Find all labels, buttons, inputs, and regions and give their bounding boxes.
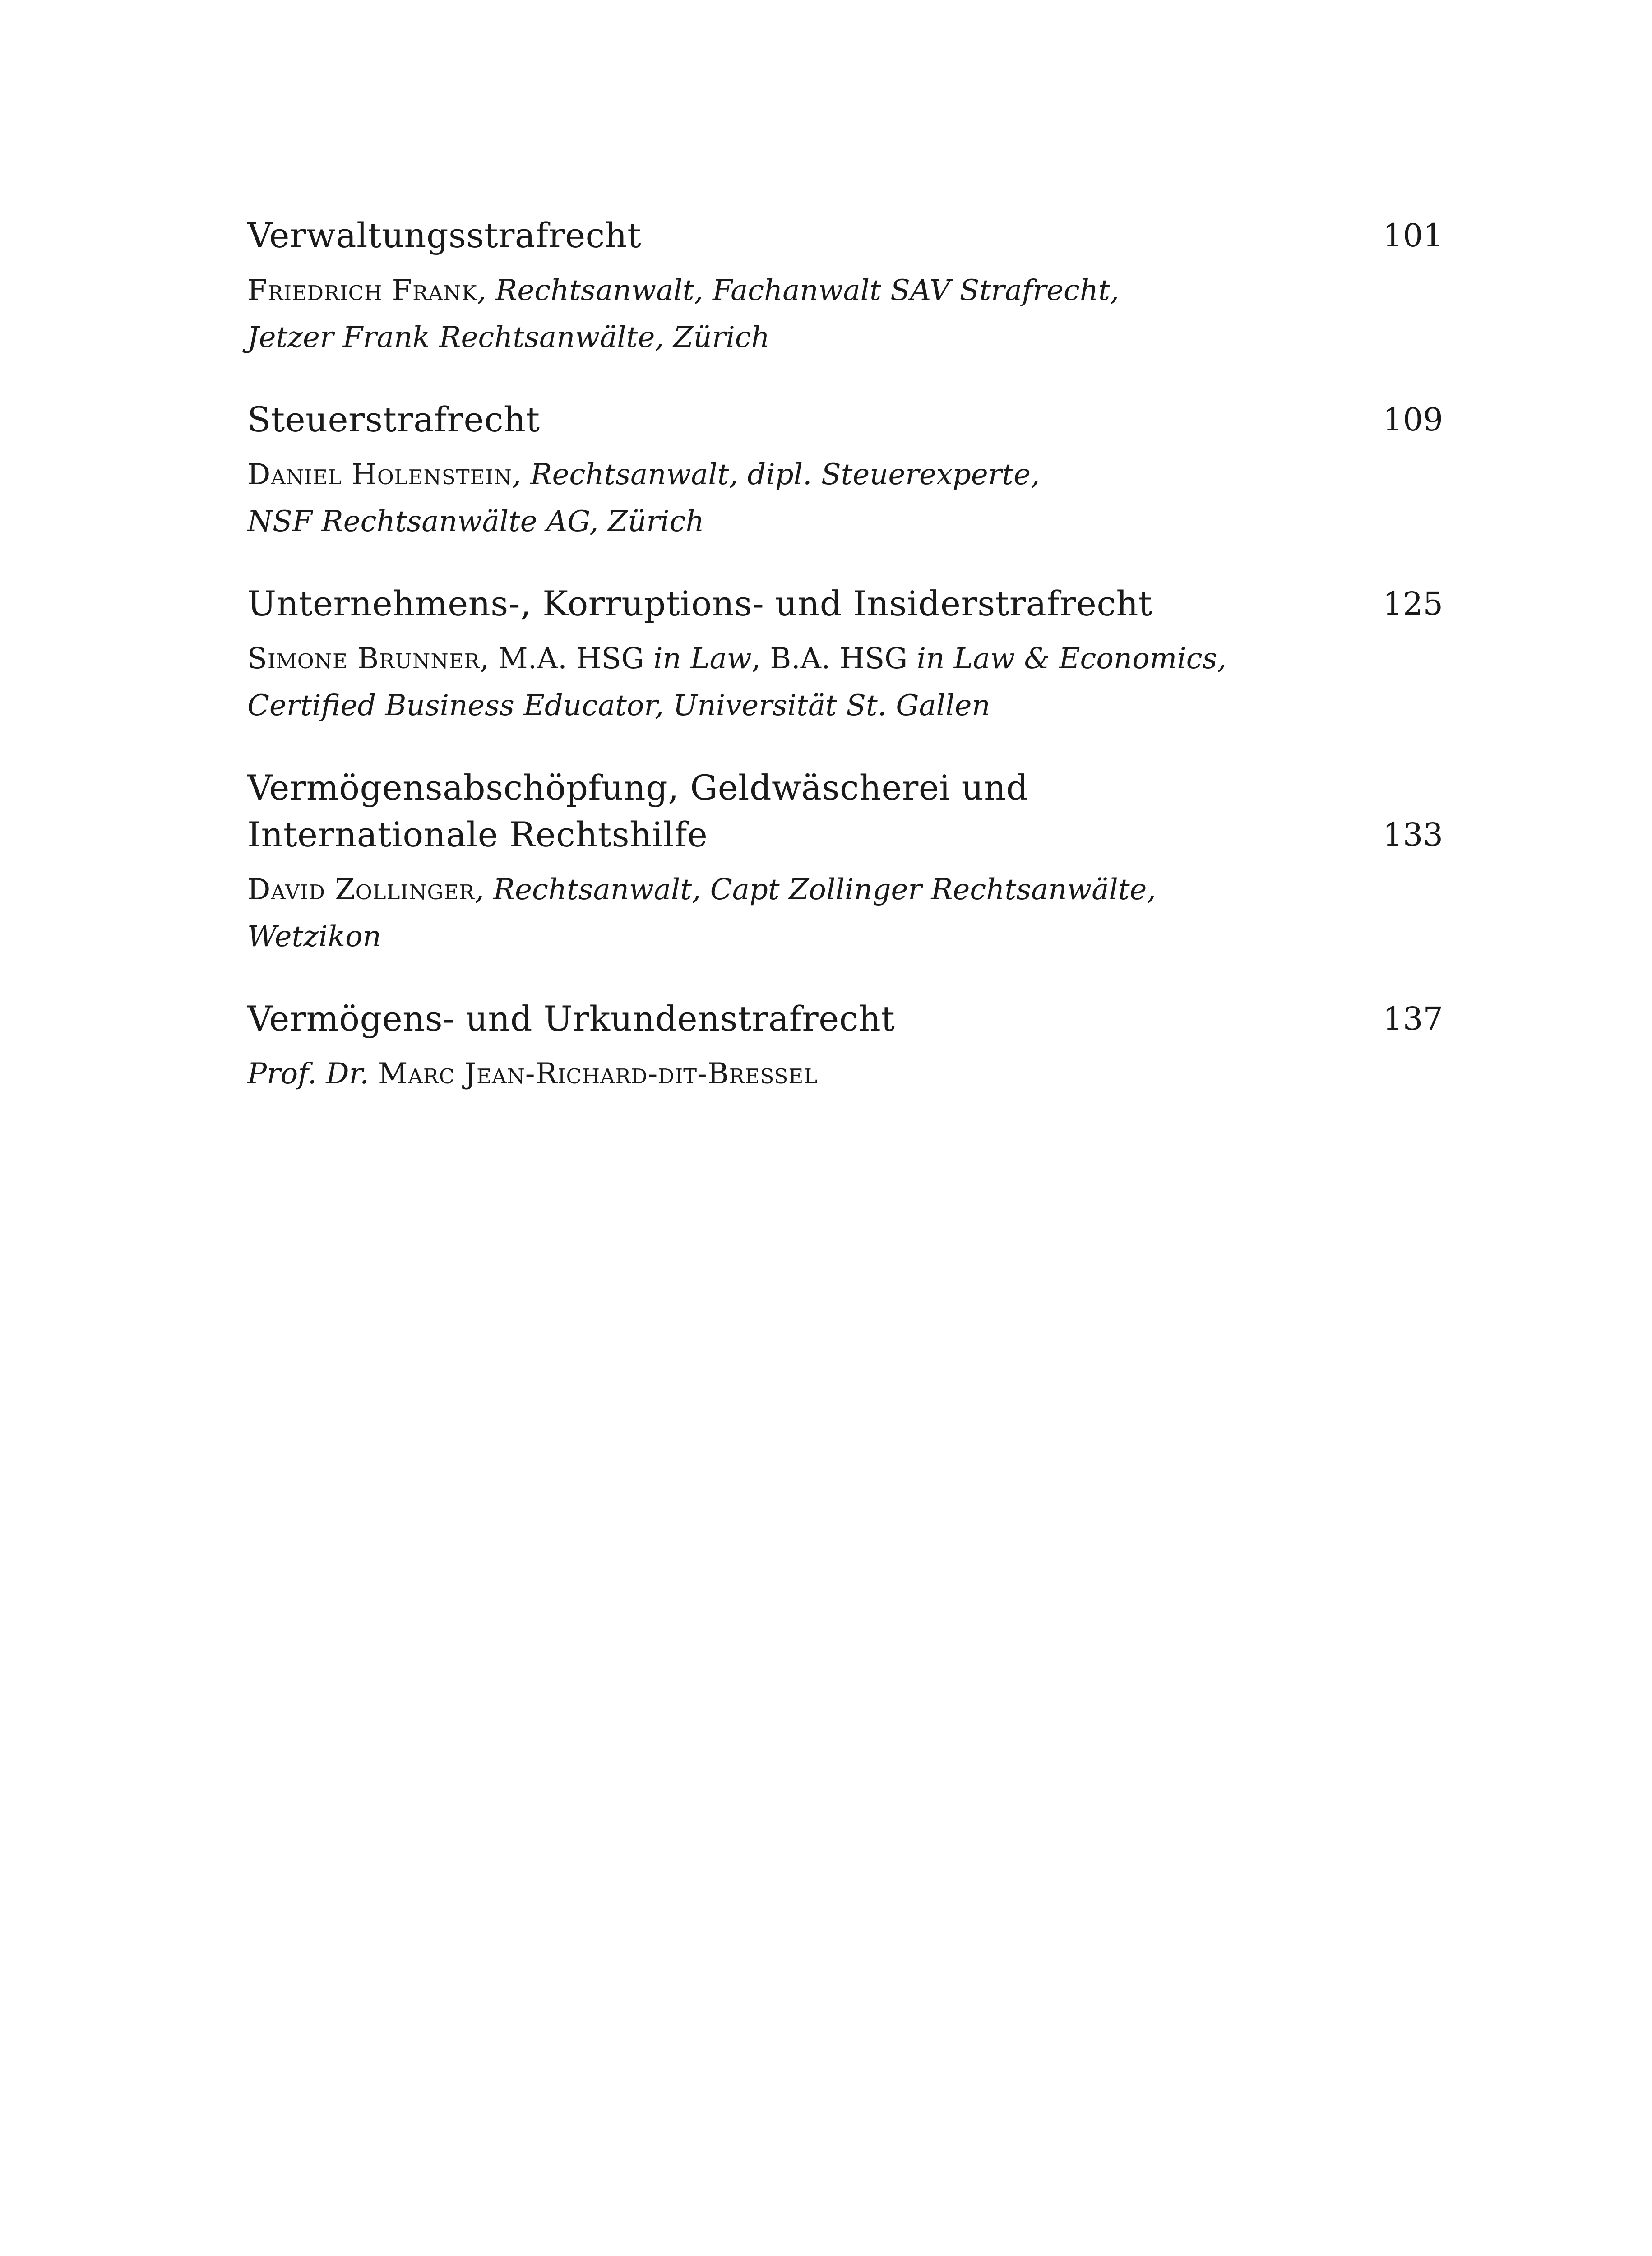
toc-entry-heading [247, 580, 1443, 627]
toc-entry-page-number: 109 [1383, 401, 1443, 438]
toc-entry-authors [247, 635, 1443, 729]
toc-entry-heading [247, 995, 1443, 1042]
author-title: Prof. Dr. [247, 1057, 378, 1091]
author-affiliation: , Rechtsanwalt, dipl. Steuerexperte, [512, 458, 1040, 491]
author-line [247, 866, 1443, 913]
table-of-contents [247, 212, 1443, 1133]
toc-entry-heading [247, 764, 1443, 858]
toc-entry-heading [247, 212, 1443, 259]
author-line [247, 1050, 1443, 1097]
toc-entry-page-number: 101 [1383, 217, 1443, 254]
toc-entry-authors [247, 267, 1443, 361]
toc-entry-title: Unternehmens-, Korruptions- und Insiderstrafrecht [247, 583, 1152, 624]
toc-entry-title: Vermögensabschöpfung, Geldwäscherei und Internationale Rechtshilfe [247, 767, 1028, 855]
author-name: Daniel Holenstein [247, 458, 512, 491]
toc-entry-page-number: 125 [1383, 585, 1443, 622]
toc-entry-title: Vermögens- und Urkundenstrafrecht [247, 999, 895, 1039]
toc-entry-authors [247, 451, 1443, 545]
author-affiliation-line: NSF Rechtsanwälte AG, Zürich [247, 505, 704, 538]
toc-entry [247, 396, 1443, 545]
author-affiliation: , Rechtsanwalt, Capt Zollinger Rechtsanwälte, [475, 873, 1156, 906]
author-degree-field: in Law [653, 642, 752, 675]
author-affiliation-line: Wetzikon [247, 920, 381, 953]
author-line [247, 267, 1443, 314]
author-name: David Zollinger [247, 873, 475, 906]
author-affiliation-line: Jetzer Frank Rechtsanwälte, Zürich [247, 321, 770, 354]
toc-entry-authors [247, 866, 1443, 960]
author-name: Simone Brunner [247, 642, 480, 675]
toc-entry [247, 764, 1443, 960]
author-degree: , M.A. HSG [480, 642, 654, 675]
toc-entry-page-number: 137 [1383, 1000, 1443, 1037]
author-name: Friedrich Frank [247, 274, 477, 307]
toc-entry-title: Verwaltungsstrafrecht [247, 215, 642, 255]
author-degree-field: in Law & Economics, [916, 642, 1226, 675]
author-line [247, 635, 1443, 682]
author-line [247, 451, 1443, 498]
author-name: Marc Jean-Richard-dit-Bressel [378, 1057, 818, 1091]
author-degree: , B.A. HSG [751, 642, 917, 675]
toc-entry-page-number: 133 [1383, 816, 1443, 853]
author-affiliation: , Rechtsanwalt, Fachanwalt SAV Strafrecht, [477, 274, 1120, 307]
toc-entry-heading [247, 396, 1443, 443]
author-affiliation-line: Certified Business Educator, Universität St. Gallen [247, 689, 990, 722]
toc-entry-authors [247, 1050, 1443, 1097]
toc-entry-title: Steuerstrafrecht [247, 399, 540, 439]
toc-entry [247, 212, 1443, 361]
toc-entry [247, 995, 1443, 1097]
toc-entry [247, 580, 1443, 729]
